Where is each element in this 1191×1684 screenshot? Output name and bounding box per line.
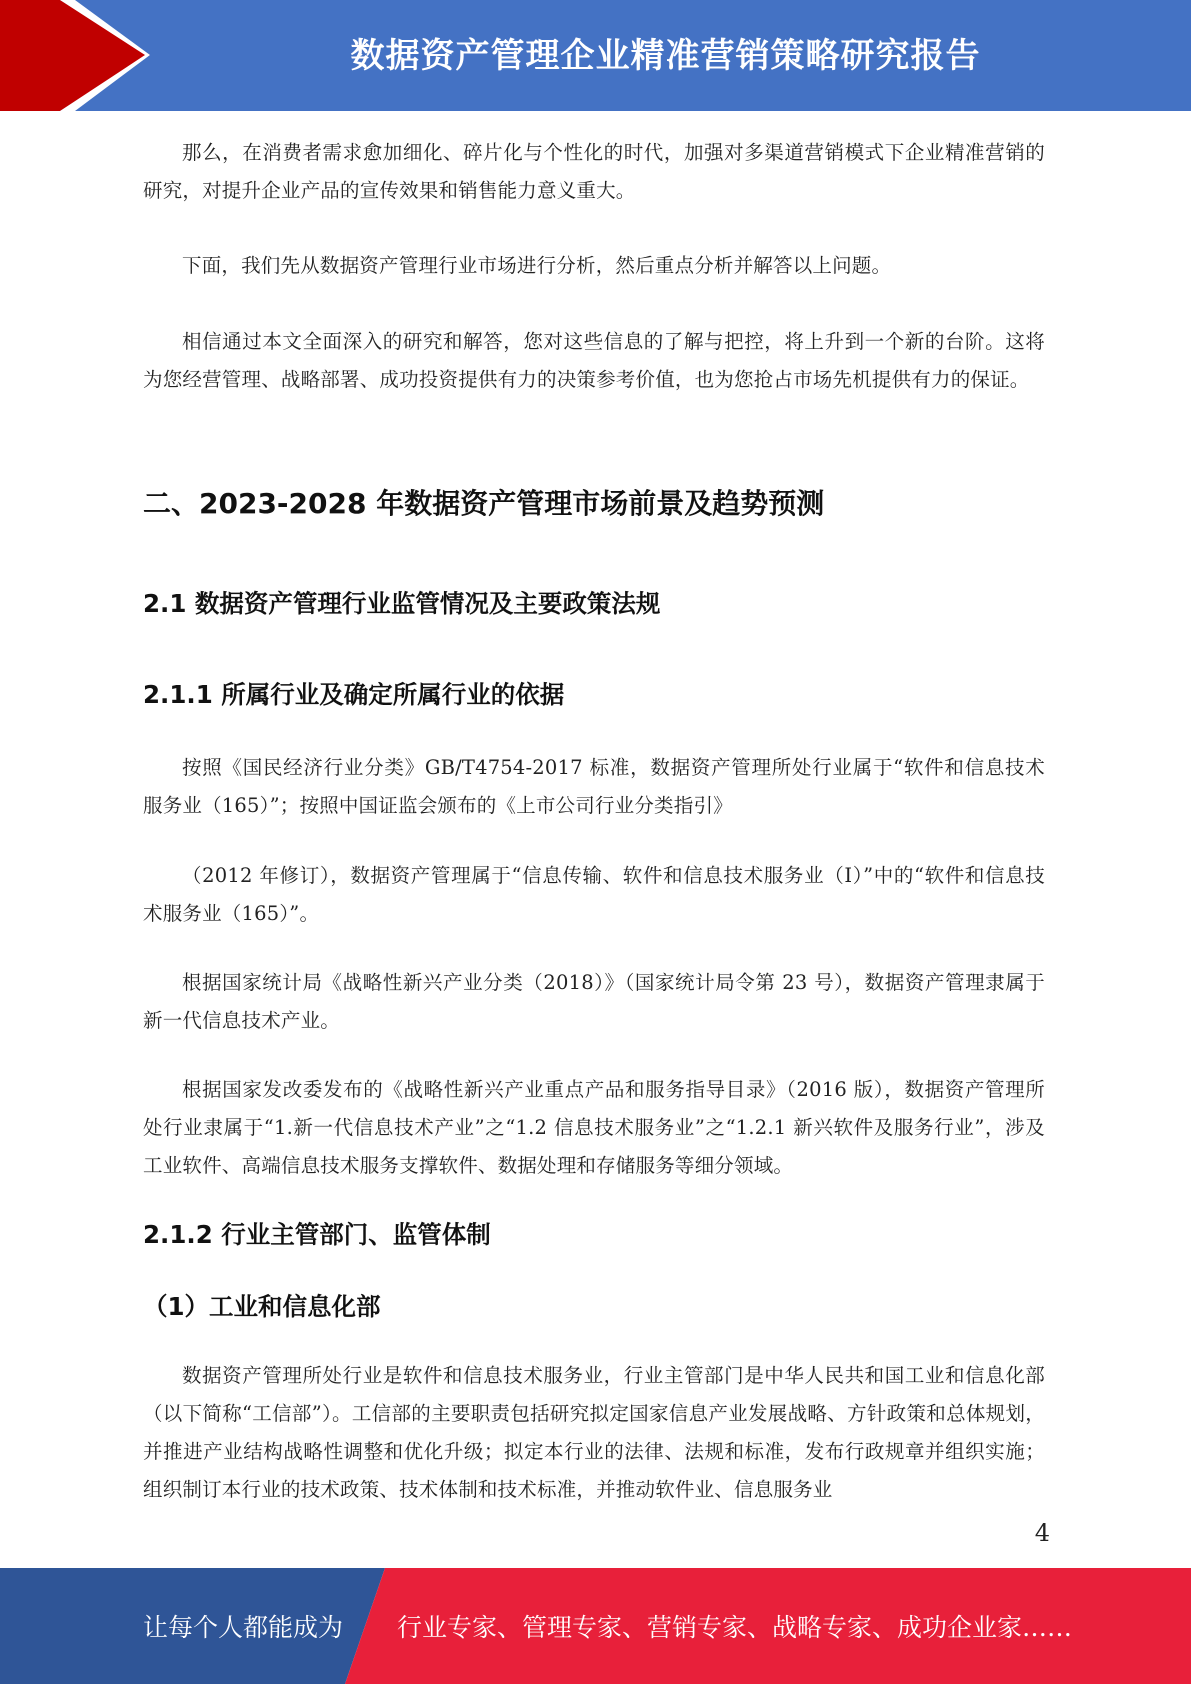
section-heading-2	[143, 482, 1045, 522]
section-heading-2-1	[143, 585, 1045, 620]
page-footer	[0, 1568, 1191, 1684]
page-number: 4	[1034, 1519, 1050, 1547]
subsection-title: 2.1.2 行业主管部门、监管体制	[143, 1220, 491, 1249]
page-header	[0, 0, 1191, 111]
subsection-title: 2.1.1 所属行业及确定所属行业的依据	[143, 680, 565, 709]
intro-paragraph-1	[143, 134, 1045, 210]
header-title: 数据资产管理企业精准营销策略研究报告	[350, 35, 981, 76]
paragraph: 根据国家统计局《战略性新兴产业分类（2018）》（国家统计局令第 23 号），数据资产管理隶属于新一代信息技术产业。	[143, 971, 1045, 1032]
paragraph: 数据资产管理所处行业是软件和信息技术服务业，行业主管部门是中华人民共和国工业和信息化部（以下简称“工信部”）。工信部的主要职责包括研究拟定国家信息产业发展战略、方针政策和总体规划，并推进产业结构战略性调整和优化升级；拟定本行业的法律、法规和标准，发布行政规章并组织实施；组织制订本行业的技术政策、技术体制和技术标准，并推动软件业、信息服务业	[143, 1364, 1045, 1501]
paragraph: 相信通过本文全面深入的研究和解答，您对这些信息的了解与把控，将上升到一个新的台阶。这将为您经营管理、战略部署、成功投资提供有力的决策参考价值，也为您抢占市场先机提供有力的保证。	[143, 330, 1045, 391]
subsection-title: 2.1 数据资产管理行业监管情况及主要政策法规	[143, 589, 661, 618]
section-title: 二、2023-2028 年数据资产管理市场前景及趋势预测	[143, 487, 825, 520]
paragraph: 根据国家发改委发布的《战略性新兴产业重点产品和服务指导目录》（2016 版），数据资产管理所处行业隶属于“1.新一代信息技术产业”之“1.2 信息技术服务业”之“1.2.1 新兴软件及服务行业”，涉及工业软件、高端信息技术服务支撑软件、数据处理和存储服务等细分领域。	[143, 1078, 1045, 1177]
classification-paragraph-3	[143, 964, 1045, 1040]
section-heading-2-1-1	[143, 676, 1045, 711]
paragraph: （2012 年修订），数据资产管理属于“信息传输、软件和信息技术服务业（I）”中的“软件和信息技术服务业（165）”。	[143, 864, 1045, 925]
subheading-title: （1）工业和信息化部	[143, 1292, 381, 1321]
miit-paragraph	[143, 1357, 1045, 1509]
classification-paragraph-1	[143, 749, 1045, 825]
paragraph: 下面，我们先从数据资产管理行业市场进行分析，然后重点分析并解答以上问题。	[182, 254, 892, 277]
section-heading-2-1-2	[143, 1216, 1045, 1251]
classification-paragraph-2	[143, 857, 1045, 933]
footer-slogan-right: 行业专家、管理专家、营销专家、战略专家、成功企业家……	[397, 1613, 1073, 1642]
footer-slogan-left: 让每个人都能成为	[143, 1613, 344, 1642]
paragraph: 按照《国民经济行业分类》GB/T4754-2017 标准，数据资产管理所处行业属于“软件和信息技术服务业（165）”；按照中国证监会颁布的《上市公司行业分类指引》	[143, 756, 1045, 817]
subheading-miit	[143, 1288, 1045, 1323]
intro-paragraph-2	[143, 247, 1045, 285]
paragraph: 那么，在消费者需求愈加细化、碎片化与个性化的时代，加强对多渠道营销模式下企业精准营销的研究，对提升企业产品的宣传效果和销售能力意义重大。	[143, 141, 1045, 202]
classification-paragraph-4	[143, 1071, 1045, 1185]
intro-paragraph-3	[143, 323, 1045, 399]
